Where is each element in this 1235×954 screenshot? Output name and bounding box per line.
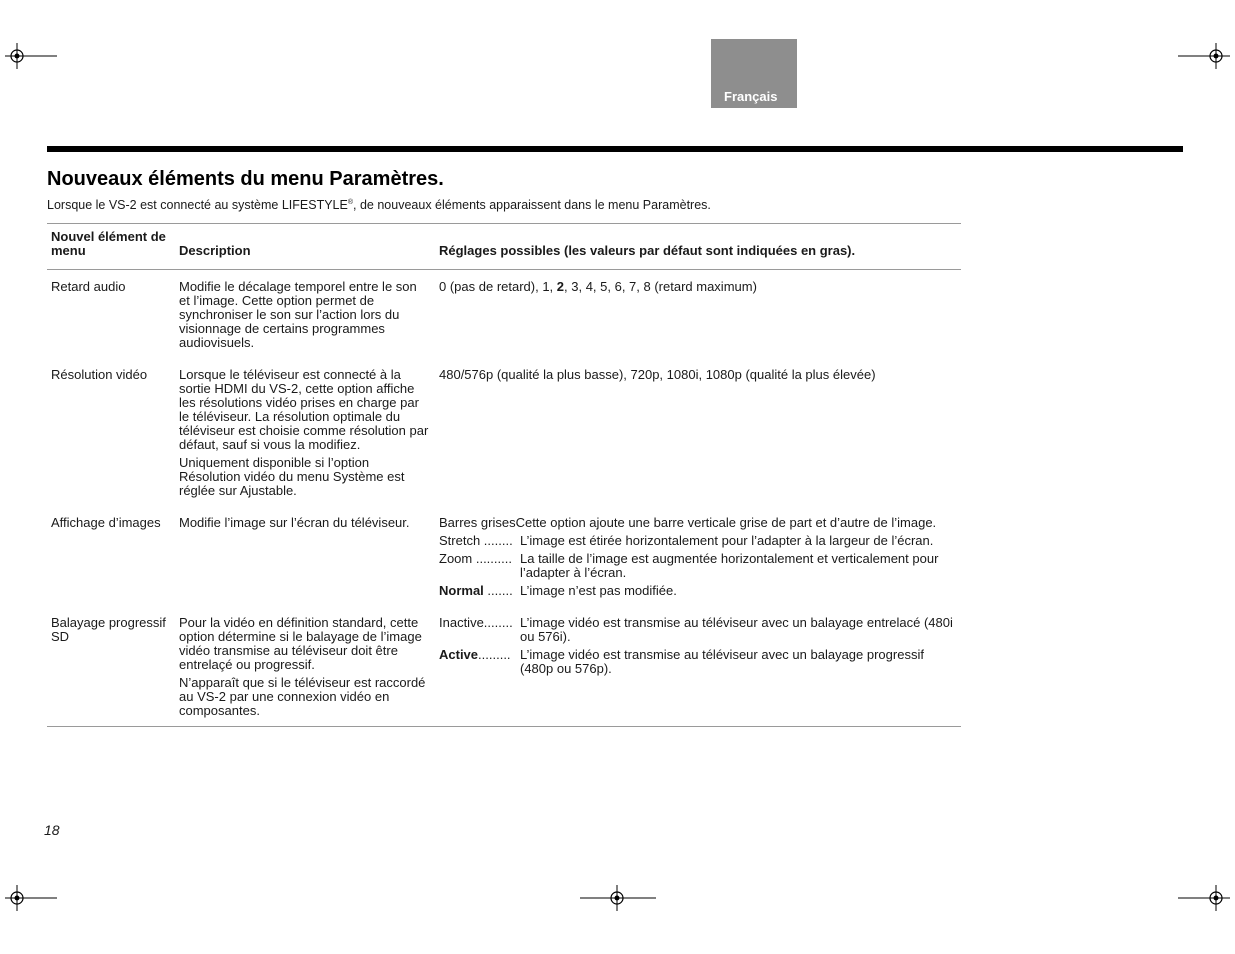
intro-text: Lorsque le VS-2 est connecté au système LIFESTYLE®, de nouveaux éléments apparaissent dans le menu Paramètres. bbox=[47, 198, 711, 212]
table-row bbox=[47, 270, 961, 359]
option-item: Inactive........ L’image vidéo est transmise au téléviseur avec un balayage entrelacé (480i ou 576i). bbox=[439, 615, 953, 644]
registration-mark-bottom-center bbox=[580, 885, 656, 911]
registration-mark-bottom-left bbox=[5, 885, 57, 911]
table-row bbox=[47, 606, 961, 727]
row-settings: 480/576p (qualité la plus basse), 720p, 1080i, 1080p (qualité la plus élevée) bbox=[439, 367, 876, 382]
table-row bbox=[47, 506, 961, 606]
registration-mark-top-left bbox=[5, 43, 57, 69]
row-item: Affichage d’images bbox=[51, 515, 161, 530]
row-description: Pour la vidéo en définition standard, cette option détermine si le balayage de l’image vidéo transmise au téléviseur doit être entrelaçé ou progressif. N’apparaît que si le téléviseur est raccordé au VS-2 par une connexion vidéo en composantes. bbox=[175, 606, 435, 727]
table-header-row bbox=[47, 224, 961, 270]
settings-table bbox=[47, 223, 961, 727]
registration-mark-bottom-right bbox=[1178, 885, 1230, 911]
header-settings: Réglages possibles (les valeurs par défaut sont indiquées en gras). bbox=[435, 224, 961, 270]
option-item: Active......... L’image vidéo est transmise au téléviseur avec un balayage progressif (480p ou 576p). bbox=[439, 647, 924, 676]
table-row bbox=[47, 358, 961, 506]
option-item: Stretch ........ L’image est étirée horizontalement pour l’adapter à la largeur de l’écran. bbox=[439, 533, 934, 548]
option-item: Zoom .......... La taille de l’image est augmentée horizontalement et verticalement pour l’adapter à l’écran. bbox=[439, 551, 939, 580]
header-description: Description bbox=[175, 224, 435, 270]
row-description: Modifie le décalage temporel entre le son et l’image. Cette option permet de synchroniser le son sur l’action lors du visionnage de certains programmes audiovisuels. bbox=[179, 279, 417, 350]
page-title: Nouveaux éléments du menu Paramètres. bbox=[47, 168, 444, 190]
row-settings: 0 (pas de retard), 1, 2, 3, 4, 5, 6, 7, 8 (retard maximum) bbox=[439, 279, 757, 294]
row-settings bbox=[435, 606, 961, 727]
row-item: Retard audio bbox=[51, 279, 126, 294]
row-settings bbox=[435, 506, 961, 606]
option-item: Barres grisesCette option ajoute une barre verticale grise de part et d’autre de l’image. bbox=[439, 515, 937, 530]
row-item: Résolution vidéo bbox=[51, 367, 148, 382]
row-item: Balayage progressif SD bbox=[47, 606, 175, 727]
row-description: Modifie l’image sur l’écran du téléviseur. bbox=[179, 515, 410, 530]
page-number: 18 bbox=[44, 822, 60, 838]
option-item: Normal ....... L’image n’est pas modifiée. bbox=[439, 583, 677, 598]
header-item: Nouvel élément de menu bbox=[47, 224, 175, 270]
language-tab: Français bbox=[711, 39, 797, 108]
row-description: Lorsque le téléviseur est connecté à la sortie HDMI du VS-2, cette option affiche les résolutions vidéo prises en charge par le téléviseur. La résolution optimale du téléviseur est choisie comme résolution par défaut, sauf si vous la modifiez. Uniquement disponible si l’option Résolution vidéo du menu Système est réglée sur Ajustable. bbox=[179, 367, 429, 498]
header-rule bbox=[47, 146, 1183, 152]
registration-mark-top-right bbox=[1178, 43, 1230, 69]
